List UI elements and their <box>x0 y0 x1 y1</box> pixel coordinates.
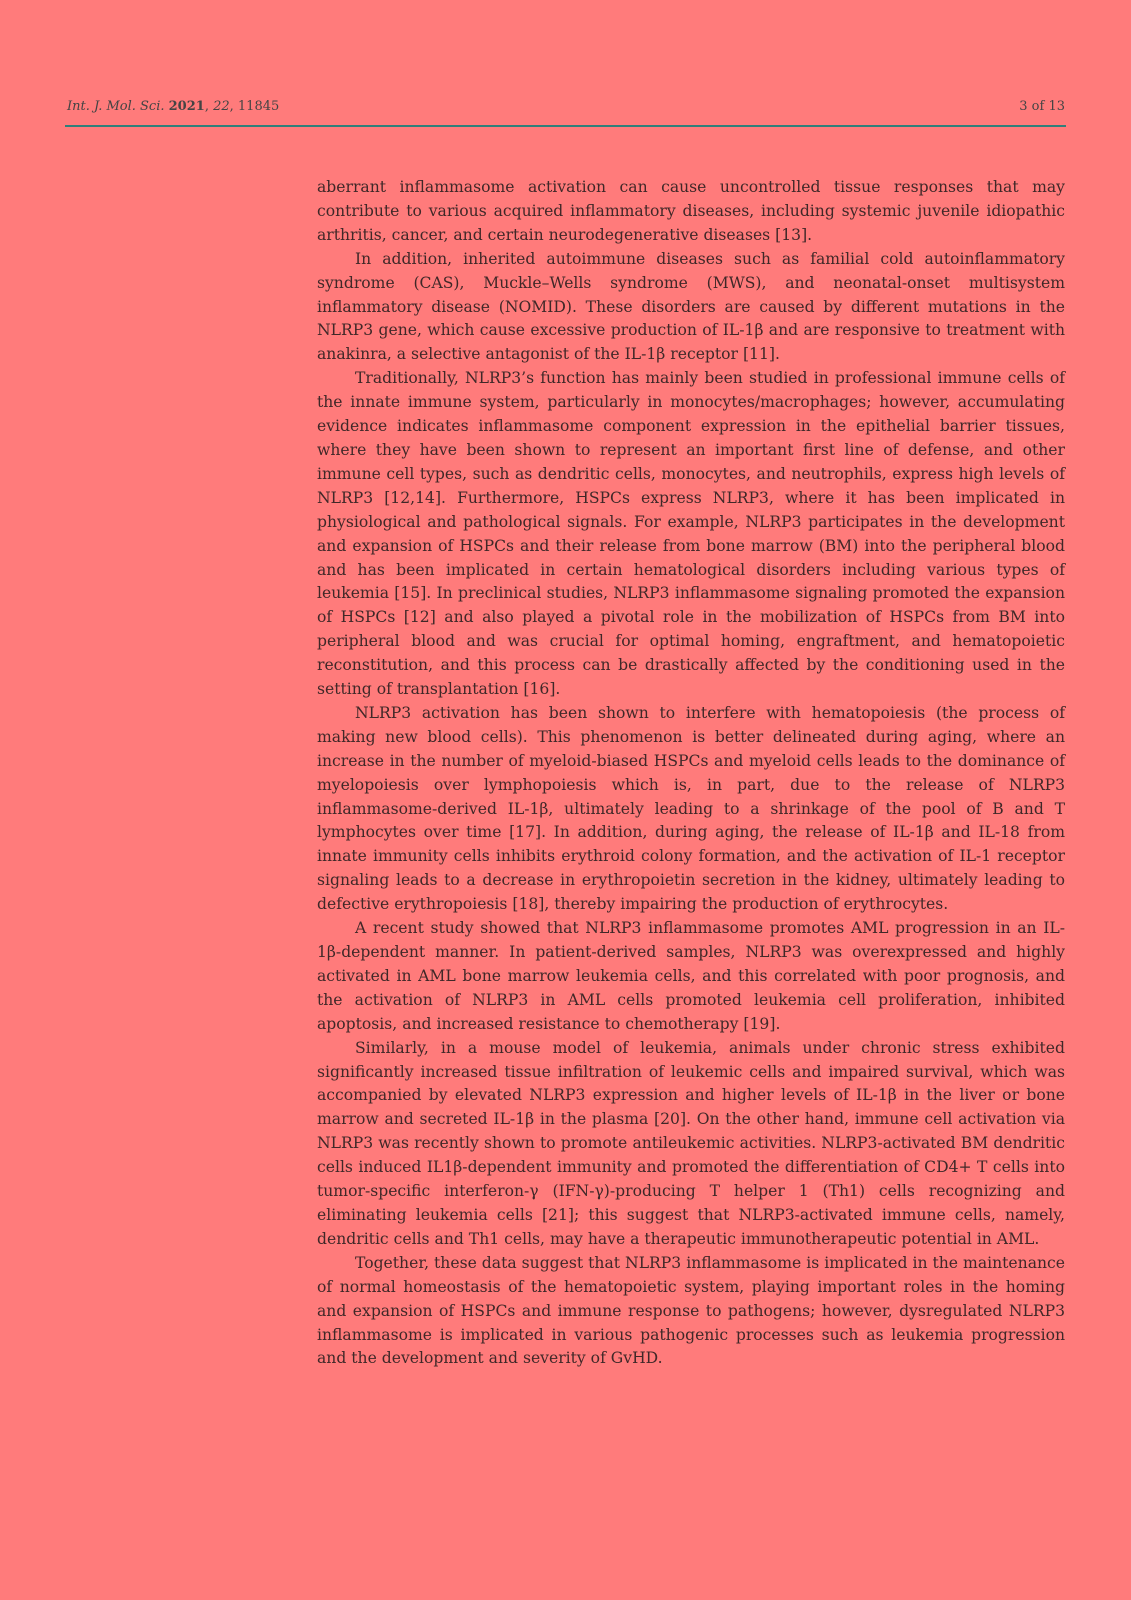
page-header <box>67 99 1065 121</box>
journal-volume: 22 <box>213 99 230 114</box>
paragraph-4: NLRP3 activation has been shown to interfere with hematopoiesis (the process of making new blood cells). This phenomenon is better delineated during aging, where an increase in the number of myeloid-biased HSPCs and myeloid cells leads to the dominance of myelopoiesis over lymphopoiesis which is, in part, due to the release of NLRP3 inflammasome-derived IL-1β, ultimately leading to a shrinkage of the pool of B and T lymphocytes over time [17]. In addition, during aging, the release of IL-1β and IL-18 from innate immunity cells inhibits erythroid colony formation, and the activation of IL-1 receptor signaling leads to a decrease in erythropoietin secretion in the kidney, ultimately leading to defective erythropoiesis [18], thereby impairing the production of erythrocytes. <box>317 703 1065 914</box>
page-number: 3 of 13 <box>1019 99 1065 114</box>
journal-name: Int. J. Mol. Sci. <box>67 99 165 114</box>
paragraph-2: In addition, inherited autoimmune diseases such as familial cold autoinflammatory syndrome (CAS), Muckle–Wells syndrome (MWS), and neonatal-onset multisystem inflammatory disease (NOMID). These disorders are caused by different mutations in the NLRP3 gene, which cause excessive production of IL-1β and are responsive to treatment with anakinra, a selective antagonist of the IL-1β receptor [11]. <box>317 249 1065 364</box>
header-rule <box>65 125 1066 127</box>
article-number: 11845 <box>237 99 280 114</box>
journal-citation: Int. J. Mol. Sci. 2021, 22, 11845 <box>67 99 280 114</box>
journal-year: 2021 <box>168 99 205 114</box>
paragraph-5: A recent study showed that NLRP3 inflammasome promotes AML progression in an IL-1β-dependent manner. In patient-derived samples, NLRP3 was overexpressed and highly activated in AML bone marrow leukemia cells, and this correlated with poor prognosis, and the activation of NLRP3 in AML cells promoted leukemia cell proliferation, inhibited apoptosis, and increased resistance to chemotherapy [19]. <box>317 919 1065 1033</box>
paragraph-3: Traditionally, NLRP3’s function has mainly been studied in professional immune cells of the innate immune system, particularly in monocytes/macrophages; however, accumulating evidence indicates inflammasome component expression in the epithelial barrier tissues, where they have been shown to represent an important first line of defense, and other immune cell types, such as dendritic cells, monocytes, and neutrophils, express high levels of NLRP3 [12,14]. Furthermore, HSPCs express NLRP3, where it has been implicated in physiological and pathological signals. For example, NLRP3 participates in the development and expansion of HSPCs and their release from bone marrow (BM) into the peripheral blood and has been implicated in certain hematological disorders including various types of leukemia [15]. In preclinical studies, NLRP3 inflammasome signaling promoted the expansion of HSPCs [12] and also played a pivotal role in the mobilization of HSPCs from BM into peripheral blood and was crucial for optimal homing, engraftment, and hematopoietic reconstitution, and this process can be drastically affected by the conditioning used in the setting of transplantation [16]. <box>317 369 1065 699</box>
paragraph-7: Together, these data suggest that NLRP3 inflammasome is implicated in the maintenance of normal homeostasis of the hematopoietic system, playing important roles in the homing and expansion of HSPCs and immune response to pathogens; however, dysregulated NLRP3 inflammasome is implicated in various pathogenic processes such as leukemia progression and the development and severity of GvHD. <box>317 1253 1065 1368</box>
paragraph-1: aberrant inflammasome activation can cause uncontrolled tissue responses that may contribute to various acquired inflammatory diseases, including systemic juvenile idiopathic arthritis, cancer, and certain neurodegenerative diseases [13]. <box>317 178 1065 244</box>
paragraph-6: Similarly, in a mouse model of leukemia, animals under chronic stress exhibited significantly increased tissue infiltration of leukemic cells and impaired survival, which was accompanied by elevated NLRP3 expression and higher levels of IL-1β in the liver or bone marrow and secreted IL-1β in the plasma [20]. On the other hand, immune cell activation via NLRP3 was recently shown to promote antileukemic activities. NLRP3-activated BM dendritic cells induced IL1β-dependent immunity and promoted the differentiation of CD4+ T cells into tumor-specific interferon-γ (IFN-γ)-producing T helper 1 (Th1) cells recognizing and eliminating leukemia cells [21]; this suggest that NLRP3-activated immune cells, namely, dendritic cells and Th1 cells, may have a therapeutic immunotherapeutic potential in AML. <box>317 1038 1065 1248</box>
article-body <box>317 176 1065 1371</box>
